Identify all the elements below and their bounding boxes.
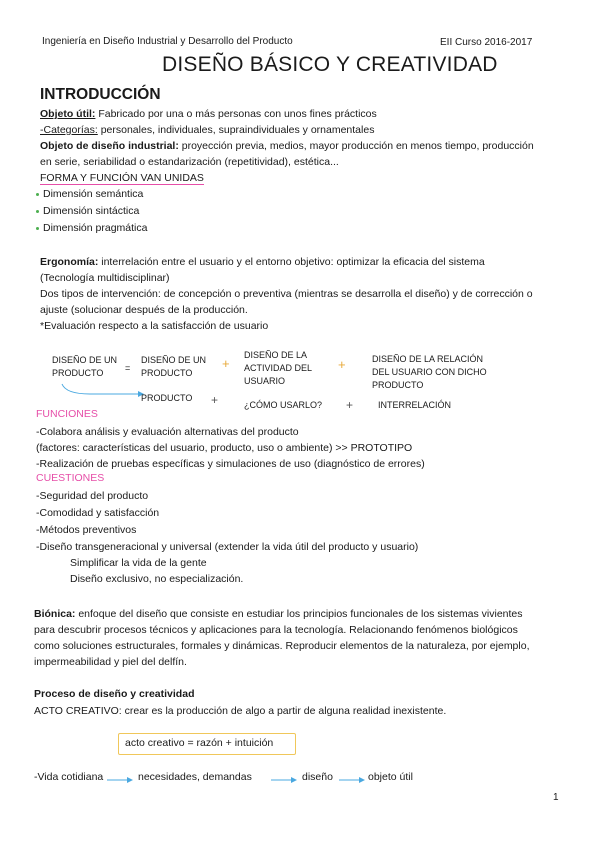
header-course-year: EII Curso 2016-2017 bbox=[440, 37, 533, 48]
bullet-dot-icon bbox=[36, 227, 39, 230]
section-heading-funciones: FUNCIONES bbox=[36, 408, 98, 420]
diagram-box-producto: DISEÑO DE UN PRODUCTO bbox=[52, 355, 118, 378]
chain-item: -Vida cotidiana bbox=[34, 771, 104, 783]
cuestiones-subitem: Simplificar la vida de la gente bbox=[70, 557, 207, 569]
section-heading-introduccion: INTRODUCCIÓN bbox=[40, 86, 161, 103]
bullet-dot-icon bbox=[36, 193, 39, 196]
objeto-util-line bbox=[40, 106, 377, 122]
ergonomia-text-4: ajuste (solucionar después de la producción. bbox=[40, 304, 248, 316]
cuestiones-item: -Diseño transgeneracional y universal (extender la vida útil del producto y usuario) bbox=[36, 541, 419, 553]
diagram-box-diseno-producto: DISEÑO DE UN PRODUCTO bbox=[141, 355, 207, 378]
bullet-dot-icon bbox=[36, 210, 39, 213]
diagram-row2-producto: PRODUCTO bbox=[141, 393, 193, 403]
diagram-row2-como-usarlo: ¿CÓMO USARLO? bbox=[244, 400, 323, 410]
cuestiones-subitem: Diseño exclusivo, no especialización. bbox=[70, 573, 244, 585]
page-number: 1 bbox=[553, 792, 559, 803]
funciones-item: (factores: características del usuario, producto, uso o ambiente) >> PROTOTIPO bbox=[36, 442, 413, 454]
plus-icon: + bbox=[346, 398, 354, 412]
ergonomia-label: Ergonomía: bbox=[40, 256, 99, 268]
ergonomia-line-1 bbox=[40, 254, 485, 270]
cuestiones-item: -Comodidad y satisfacción bbox=[36, 507, 160, 519]
ergonomia-text-1: interrelación entre el usuario y el entorno objetivo: optimizar la eficacia del sistema bbox=[98, 256, 485, 268]
ergonomia-text-3: Dos tipos de intervención: de concepción o preventiva (mientras se desarrolla el diseño) y de corrección o bbox=[40, 288, 533, 300]
chain-item: objeto útil bbox=[368, 771, 413, 783]
arrow-right-icon bbox=[106, 775, 134, 785]
chain-item: necesidades, demandas bbox=[138, 771, 252, 783]
objeto-util-text: Fabricado por una o más personas con unos fines prácticos bbox=[95, 108, 377, 120]
formula-text: acto creativo = razón + intuición bbox=[125, 737, 274, 749]
diagram-row2-interrelacion: INTERRELACIÓN bbox=[378, 400, 452, 410]
forma-funcion-text: FORMA Y FUNCIÓN VAN UNIDAS bbox=[40, 172, 204, 184]
page-title: DISEÑO BÁSICO Y CREATIVIDAD bbox=[162, 53, 498, 76]
dimension-item: Dimensión pragmática bbox=[36, 220, 147, 236]
objeto-diseno-label: Objeto de diseño industrial: bbox=[40, 140, 179, 152]
objeto-util-label: Objeto útil: bbox=[40, 108, 96, 120]
chain-item: diseño bbox=[302, 771, 333, 783]
objeto-diseno-text-2: en serie, seriabilidad o estandarización (repetitividad), estética... bbox=[40, 156, 339, 168]
dimension-item: Dimensión sintáctica bbox=[36, 203, 139, 219]
diagram-box-actividad: DISEÑO DE LA ACTIVIDAD DEL USUARIO bbox=[244, 350, 312, 386]
funciones-item: -Colabora análisis y evaluación alternativas del producto bbox=[36, 426, 299, 438]
plus-icon: + bbox=[211, 393, 219, 407]
section-heading-cuestiones: CUESTIONES bbox=[36, 472, 105, 484]
categorias-text: personales, individuales, supraindividuales y ornamentales bbox=[97, 124, 375, 136]
bionica-text-3: como soluciones estructurales, formales y dinámicas. Reproducir elementos de la naturaleza, por ejemplo, bbox=[34, 640, 530, 652]
bionica-text-1: enfoque del diseño que consiste en estudiar los principios funcionales de los sistemas vivientes bbox=[75, 608, 523, 620]
bionica-label: Biónica: bbox=[34, 608, 76, 620]
diagram-box-relacion: DISEÑO DE LA RELACIÓN DEL USUARIO CON DICHO PRODUCTO bbox=[372, 354, 487, 390]
bionica-text-2: para descubrir procesos técnicos y aplicaciones para la tecnología. Relacionando fenómenos biológicos bbox=[34, 624, 518, 636]
plus-icon: + bbox=[338, 357, 346, 372]
funciones-item: -Realización de pruebas específicas y simulaciones de uso (diagnóstico de errores) bbox=[36, 458, 425, 470]
header-course-name: Ingeniería en Diseño Industrial y Desarrollo del Producto bbox=[42, 36, 293, 47]
arrow-right-icon bbox=[338, 775, 366, 785]
forma-funcion-line bbox=[40, 170, 204, 186]
diagram-arrow-icon bbox=[60, 382, 150, 402]
plus-icon: + bbox=[222, 356, 230, 371]
categorias-line bbox=[40, 122, 374, 138]
bionica-line-1 bbox=[34, 606, 523, 622]
objeto-diseno-text-1: proyección previa, medios, mayor producción en menos tiempo, producción bbox=[178, 140, 534, 152]
categorias-label: -Categorías: bbox=[40, 124, 98, 136]
cuestiones-item: -Métodos preventivos bbox=[36, 524, 137, 536]
diagram-equals: = bbox=[125, 363, 131, 373]
bionica-text-4: impermeabilidad y piel del delfín. bbox=[34, 656, 187, 668]
ergonomia-text-5: *Evaluación respecto a la satisfacción de usuario bbox=[40, 320, 269, 332]
acto-creativo-line: ACTO CREATIVO: crear es la producción de algo a partir de alguna realidad inexistente. bbox=[34, 705, 447, 717]
dimension-item: Dimensión semántica bbox=[36, 186, 143, 202]
cuestiones-item: -Seguridad del producto bbox=[36, 490, 149, 502]
objeto-diseno-line bbox=[40, 138, 534, 154]
section-heading-proceso: Proceso de diseño y creatividad bbox=[34, 688, 195, 700]
ergonomia-text-2: (Tecnología multidisciplinar) bbox=[40, 272, 170, 284]
arrow-right-icon bbox=[270, 775, 298, 785]
